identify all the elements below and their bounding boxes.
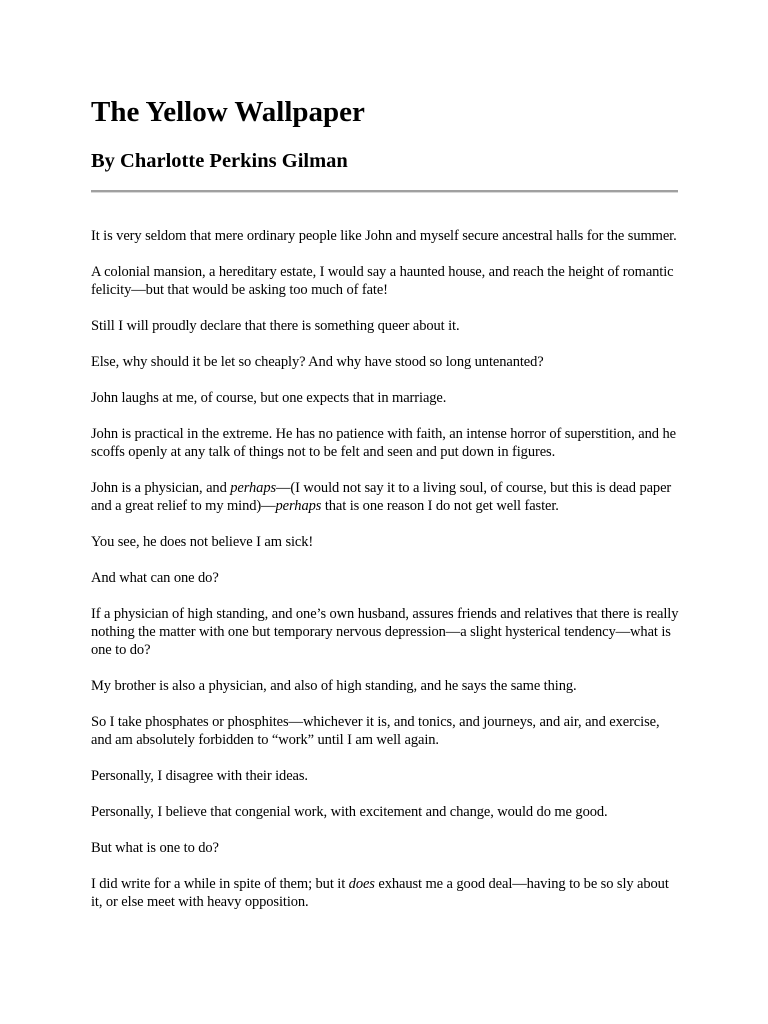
paragraph-text: Else, why should it be let so cheaply? And why have stood so long untenanted? [91, 354, 544, 370]
document-author: By Charlotte Perkins Gilman [91, 150, 348, 172]
italic-emphasis: does [348, 876, 375, 892]
paragraph-text: My brother is also a physician, and also of high standing, and he says the same thing. [91, 678, 577, 694]
story-paragraph [91, 353, 681, 371]
paragraph-text: Personally, I believe that congenial work, with excitement and change, would do me good. [91, 804, 608, 820]
story-paragraph [91, 425, 681, 461]
story-paragraph [91, 317, 681, 335]
paragraph-text: It is very seldom that mere ordinary people like John and myself secure ancestral halls for the summer. [91, 228, 677, 244]
paragraph-text: If a physician of high standing, and one’s own husband, assures friends and relatives that there is really nothing the matter with one but temporary nervous depression—a slight hysterical tendency—what is one to do? [91, 606, 679, 658]
paragraph-text: exhaust me a good deal—having to be so sly about it, or else meet with heavy opposition. [91, 876, 669, 910]
story-paragraph [91, 389, 681, 407]
paragraph-text: Still I will proudly declare that there is something queer about it. [91, 318, 460, 334]
document-title: The Yellow Wallpaper [91, 96, 365, 128]
story-paragraph [91, 533, 681, 551]
paragraph-text: —(I would not say it to a living soul, of course, but this is dead paper and a great relief to my mind)— [91, 480, 672, 514]
italic-emphasis: perhaps [230, 480, 277, 496]
paragraph-text: And what can one do? [91, 570, 219, 586]
paragraph-text: Personally, I disagree with their ideas. [91, 768, 308, 784]
story-paragraph [91, 875, 681, 911]
story-paragraph [91, 227, 681, 245]
story-body [91, 227, 681, 929]
paragraph-text: But what is one to do? [91, 840, 219, 856]
story-paragraph [91, 839, 681, 857]
story-paragraph [91, 713, 681, 749]
story-paragraph [91, 569, 681, 587]
story-paragraph [91, 677, 681, 695]
title-divider [91, 190, 678, 193]
italic-emphasis: perhaps [275, 498, 322, 514]
paragraph-text: I did write for a while in spite of them; but it [91, 876, 349, 892]
paragraph-text: So I take phosphates or phosphites—whichever it is, and tonics, and journeys, and air, and exercise, and am absolutely forbidden to “work” until I am well again. [91, 714, 660, 748]
paragraph-text: John is a physician, and [91, 480, 231, 496]
paragraph-text: You see, he does not believe I am sick! [91, 534, 314, 550]
paragraph-text: that is one reason I do not get well faster. [321, 498, 559, 514]
story-paragraph [91, 605, 681, 659]
paragraph-text: John is practical in the extreme. He has no patience with faith, an intense horror of superstition, and he scoffs openly at any talk of things not to be felt and seen and put down in figures. [91, 426, 676, 460]
story-paragraph [91, 479, 681, 515]
paragraph-text: John laughs at me, of course, but one expects that in marriage. [91, 390, 447, 406]
paragraph-text: A colonial mansion, a hereditary estate, I would say a haunted house, and reach the height of romantic felicity—but that would be asking too much of fate! [91, 264, 674, 298]
story-paragraph [91, 263, 681, 299]
story-paragraph [91, 803, 681, 821]
story-paragraph [91, 767, 681, 785]
